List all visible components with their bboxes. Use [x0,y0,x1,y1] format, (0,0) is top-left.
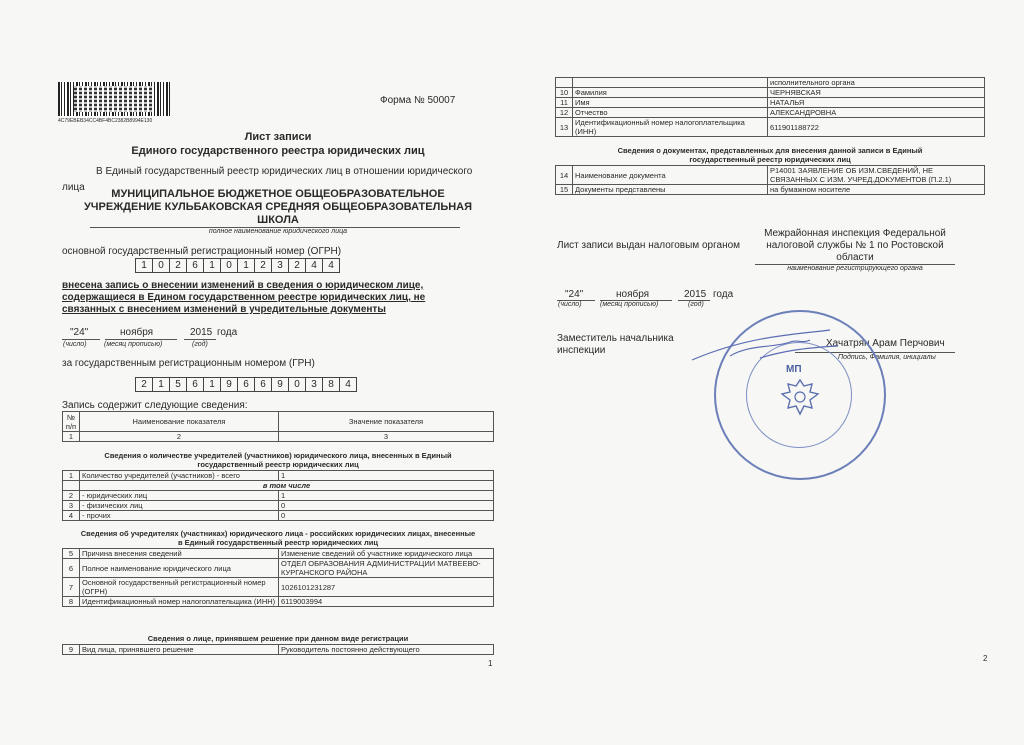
table-row [556,78,985,88]
date-year: 2015 [190,327,213,338]
digit-box: 4 [305,258,322,273]
issued-label: Лист записи выдан налоговым органом [557,240,741,251]
row-indicator-name: Документы представлены [573,185,768,195]
contains-label: Запись содержит следующие сведения: [62,400,248,411]
table-row [556,108,985,118]
grn-label: за государственным регистрационным номером (ГРН) [62,358,315,369]
authority-line2: налоговой службы № 1 по Ростовской [766,240,944,251]
ogrn-label: основной государственный регистрационный номер (ОГРН) [62,246,342,257]
row-indicator-value: 611901188722 [768,118,985,137]
section2-title-line1: Сведения об учредителях (участниках) юридического лица - российских юридических лицах, внесенные [80,529,476,538]
date-month-caption: (месяц прописью) [104,341,163,348]
col-name-index: 2 [80,432,279,442]
position-line1: Заместитель начальника [557,333,674,344]
p2-date-year: 2015 [684,289,707,300]
document-title-line1: Лист записи [244,131,312,143]
digit-box: 5 [169,377,186,392]
digit-box: 4 [322,258,340,273]
row-indicator-name: Идентификационный номер налогоплательщика (ИНН) [573,118,768,137]
intro-prefix: лица [62,182,85,193]
org-name-line3: ШКОЛА [257,214,299,226]
table-row [63,549,494,559]
col-name-header: Наименование показателя [80,412,279,432]
table-row [63,511,494,521]
section2-title-line2: в Единый государственный реестр юридических лиц [177,538,379,547]
row-indicator-value: на бумажном носителе [768,185,985,195]
row-indicator-value: 1 [279,491,494,501]
row-indicator-value: АЛЕКСАНДРОВНА [768,108,985,118]
p2-date-year-suffix: года [713,289,734,300]
authority-caption: наименование регистрирующего органа [787,265,923,272]
entry-text-line1: внесена запись о внесении изменений в сведения о юридическом лице, [62,280,424,291]
table-row [556,88,985,98]
page2-signer-table [555,77,985,137]
row-indicator-name: Полное наименование юридического лица [80,559,279,578]
p2-date-day-caption: (число) [558,301,582,308]
table-row [63,471,494,481]
row-indicator-value: исполнительного органа [768,78,985,88]
digit-box: 1 [135,258,152,273]
row-number: 6 [63,559,80,578]
date-day-caption: (число) [63,341,87,348]
page-2-number: 2 [983,654,988,663]
date-year-suffix: года [217,327,238,338]
row-indicator-name: - прочих [80,511,279,521]
digit-box: 2 [288,258,305,273]
row-indicator-value: 1 [279,471,494,481]
digit-box: 3 [271,258,288,273]
row-number: 3 [63,501,80,511]
digit-box: 9 [220,377,237,392]
digit-box: 6 [186,377,203,392]
org-name-line2: УЧРЕЖДЕНИЕ КУЛЬБАКОВСКАЯ СРЕДНЯЯ ОБЩЕОБРАЗОВАТЕЛЬНАЯ [83,201,473,213]
row-indicator-name: Фамилия [573,88,768,98]
org-name-caption: полное наименование юридического лица [208,228,348,235]
col-num-header: № п/п [63,412,80,432]
intro-text: В Единый государственный реестр юридических лиц в отношении юридического [96,166,473,177]
p2-date-month: ноября [616,289,650,300]
docs-table [555,165,985,195]
docs-title-line2: государственный реестр юридических лиц [689,155,851,164]
row-number: 1 [63,471,80,481]
row-number [556,78,573,88]
row-indicator-name: Идентификационный номер налогоплательщика (ИНН) [80,597,279,607]
row-indicator-value: НАТАЛЬЯ [768,98,985,108]
row-number: 9 [63,645,80,655]
table-row [63,578,494,597]
table-row [63,597,494,607]
table-row [556,118,985,137]
section1-title-line1: Сведения о количестве учредителей (участников) юридического лица, внесенных в Единый [104,451,452,460]
authority-line3: области [836,252,874,263]
row-indicator-name: - физических лиц [80,501,279,511]
table-row [63,501,494,511]
row-indicator-value: 0 [279,501,494,511]
signer-name: Хачатрян Арам Перчович [826,338,945,349]
table-row [556,185,985,195]
table-row [556,98,985,108]
row-number: 4 [63,511,80,521]
row-indicator-name: в том числе [80,481,494,491]
ogrn-digit-boxes [135,258,340,273]
row-indicator-value: Р14001 ЗАЯВЛЕНИЕ ОБ ИЗМ.СВЕДЕНИЙ, НЕ СВЯЗАННЫХ С ИЗМ. УЧРЕД.ДОКУМЕНТОВ (П.2.1) [768,166,985,185]
row-indicator-name: Имя [573,98,768,108]
p2-date-day: "24" [565,289,584,300]
digit-box: 1 [152,377,169,392]
entry-text-line3: связанных с внесением изменений в учредительные документы [62,304,386,315]
digit-box: 3 [305,377,322,392]
digit-box: 1 [237,258,254,273]
digit-box: 6 [186,258,203,273]
authority-line1: Межрайонная инспекция Федеральной [764,228,946,239]
row-indicator-name [573,78,768,88]
table-row [63,481,494,491]
row-number: 10 [556,88,573,98]
coat-of-arms-icon [778,376,822,420]
digit-box: 1 [203,258,220,273]
position-line2: инспекции [557,345,606,356]
digit-box: 2 [254,258,271,273]
section1-title-line2: государственный реестр юридических лиц [197,460,359,469]
row-indicator-value: Изменение сведений об участнике юридического лица [279,549,494,559]
row-indicator-value: ЧЕРНЯВСКАЯ [768,88,985,98]
section3-table [62,644,494,655]
section2-table [62,548,494,607]
p2-date-month-caption: (месяц прописью) [600,301,659,308]
entry-text-line2: содержащиеся в Едином государственном реестре юридических лиц, не [62,292,426,303]
table-row [63,559,494,578]
row-indicator-name: Наименование документа [573,166,768,185]
table-row [556,166,985,185]
signer-caption: Подпись, Фамилия, инициалы [838,354,936,361]
section1-table [62,470,494,521]
form-number: Форма № 50007 [380,95,456,106]
digit-box: 9 [271,377,288,392]
row-number: 13 [556,118,573,137]
digit-box: 0 [220,258,237,273]
row-indicator-name: Вид лица, принявшего решение [80,645,279,655]
row-indicator-name: Причина внесения сведений [80,549,279,559]
row-indicator-name: - юридических лиц [80,491,279,501]
document-title-line2: Единого государственного реестра юридических лиц [131,145,425,157]
p2-date-year-caption: (год) [688,301,704,308]
org-name-line1: МУНИЦИПАЛЬНОЕ БЮДЖЕТНОЕ ОБЩЕОБРАЗОВАТЕЛЬНОЕ [111,188,445,200]
row-number: 15 [556,185,573,195]
row-number: 7 [63,578,80,597]
digit-box: 0 [288,377,305,392]
row-indicator-name: Количество учредителей (участников) - всего [80,471,279,481]
table-row [63,645,494,655]
grn-digit-boxes [135,377,357,392]
digit-box: 2 [135,377,152,392]
row-indicator-value: 1026101231287 [279,578,494,597]
digit-box: 8 [322,377,339,392]
row-number [63,481,80,491]
col-value-header: Значение показателя [279,412,494,432]
handwritten-signature [690,318,840,368]
digit-box: 1 [203,377,220,392]
page-1-number: 1 [488,659,493,668]
header-table [62,411,494,442]
row-indicator-value: Руководитель постоянно действующего [279,645,494,655]
row-indicator-name: Основной государственный регистрационный номер (ОГРН) [80,578,279,597]
date-year-caption: (год) [192,341,208,348]
date-month: ноября [120,327,154,338]
barcode-2d-block [74,86,154,112]
row-number: 12 [556,108,573,118]
digit-box: 6 [254,377,271,392]
col-value-index: 3 [279,432,494,442]
row-indicator-name: Отчество [573,108,768,118]
row-number: 11 [556,98,573,108]
row-number: 14 [556,166,573,185]
docs-title-line1: Сведения о документах, представленных для внесения данной записи в Единый [617,146,923,155]
row-number: 5 [63,549,80,559]
digit-box: 4 [339,377,357,392]
row-number: 8 [63,597,80,607]
stamp-mp-label: МП [786,364,802,375]
row-indicator-value: 0 [279,511,494,521]
date-day: "24" [70,327,89,338]
row-number: 2 [63,491,80,501]
digit-box: 0 [152,258,169,273]
digit-box: 2 [169,258,186,273]
section3-title: Сведения о лице, принявшем решение при данном виде регистрации [147,634,409,643]
barcode-code: 4C79EBEB34CC4BF4BC2382B8994E130 [58,118,153,124]
digit-box: 6 [237,377,254,392]
table-row [63,491,494,501]
row-indicator-value: ОТДЕЛ ОБРАЗОВАНИЯ АДМИНИСТРАЦИИ МАТВЕЕВО-КУРГАНСКОГО РАЙОНА [279,559,494,578]
col-num-index: 1 [63,432,80,442]
row-indicator-value: 6119003994 [279,597,494,607]
